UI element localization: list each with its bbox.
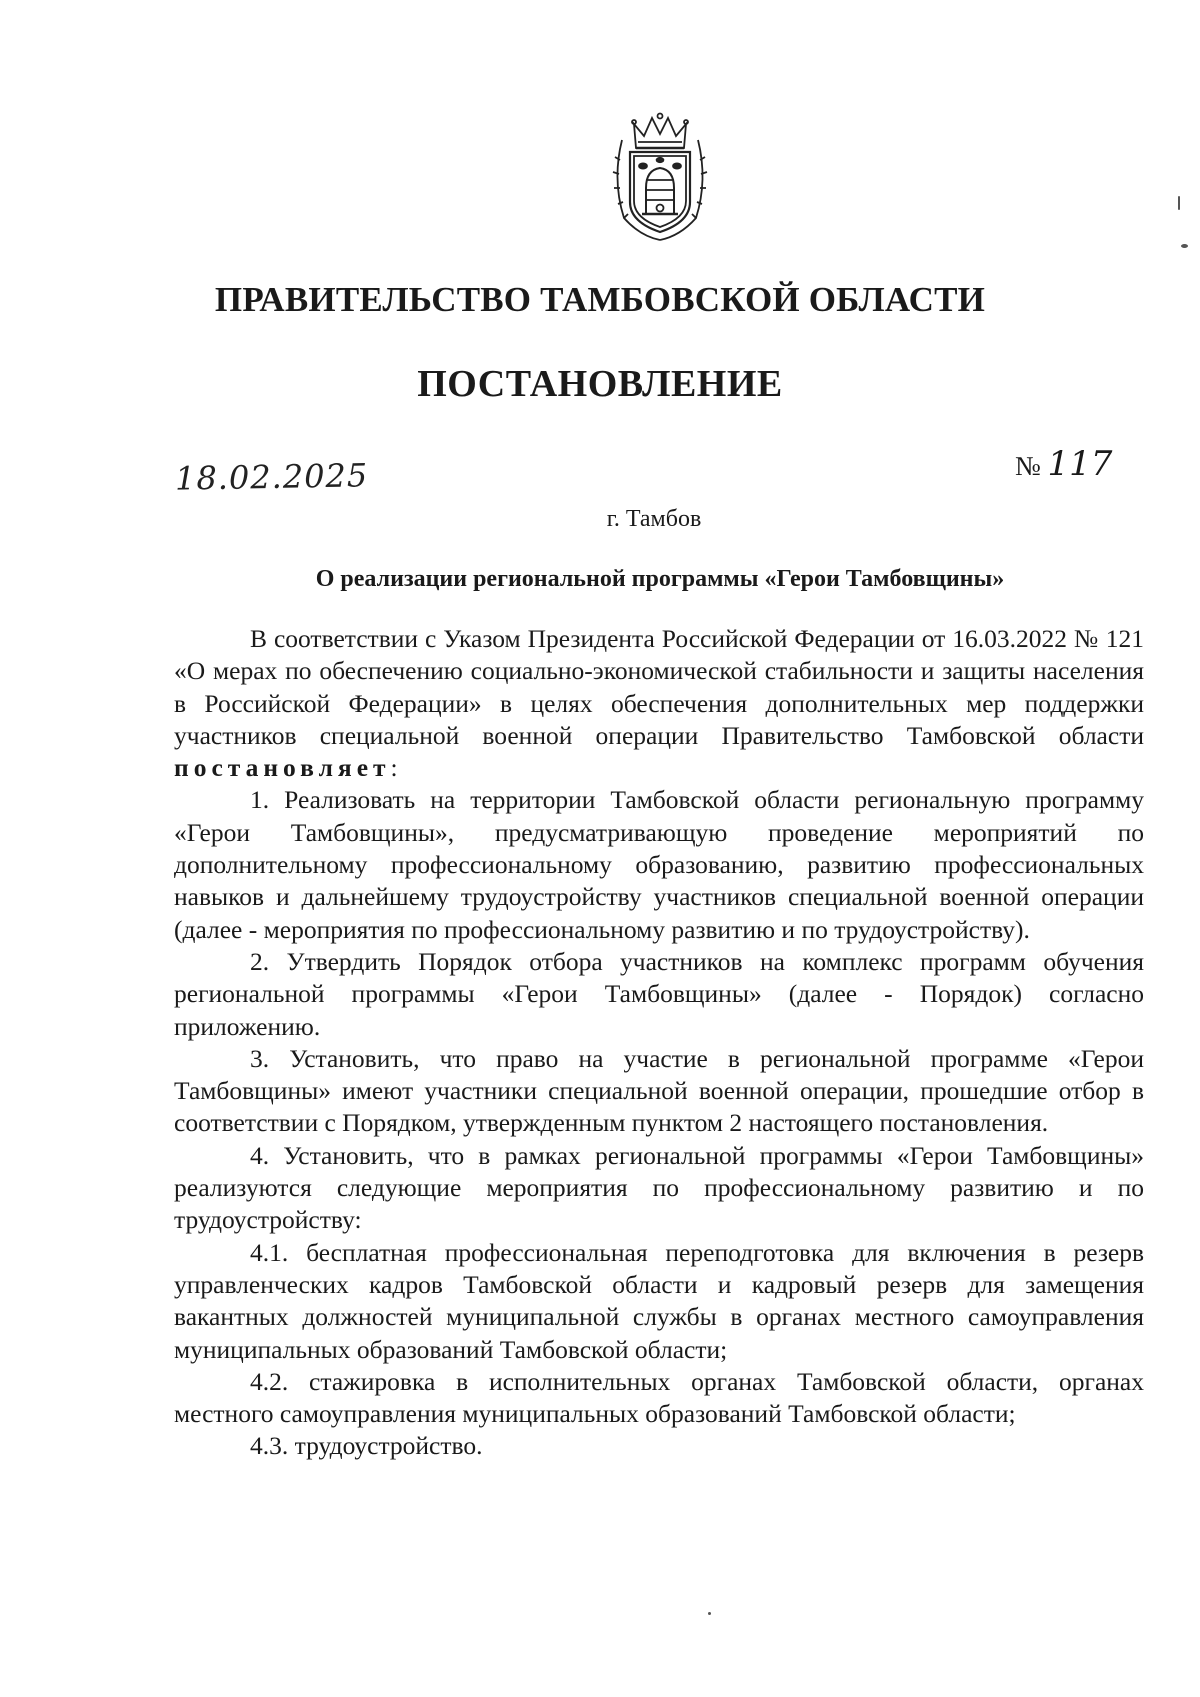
document-type-title: ПОСТАНОВЛЕНИЕ [417,363,783,405]
paragraph-4-1: 4.1. бесплатная профессиональная переподготовка для включения в резерв управленческих кадров Тамбовской области и кадровый резерв для замещения вакантных должностей муниципальной службы в органах местного самоуправления муниципальных образований Тамбовской области; [174,1237,1144,1364]
city-line: г. Тамбов [606,506,702,532]
paragraph-4-3: 4.3. трудоустройство. [250,1431,483,1461]
organization-title: ПРАВИТЕЛЬСТВО ТАМБОВСКОЙ ОБЛАСТИ [214,280,986,319]
paragraph-2: 2. Утвердить Порядок отбора участников на комплекс программ обучения региональной программы «Герои Тамбовщины» (далее - Порядок) согласно приложению. [174,946,1144,1041]
document-number [1015,444,1112,484]
number-label: № [1015,451,1041,481]
scan-speck [1178,196,1180,210]
document-date: 18.02.2025 [174,456,369,498]
paragraph-4: 4. Установить, что в рамках региональной программы «Герои Тамбовщины» реализуются следующие мероприятия по профессиональному развитию и по трудоустройству: [174,1140,1144,1235]
scan-speck [708,1612,711,1615]
paragraph-1: 1. Реализовать на территории Тамбовской области региональную программу «Герои Тамбовщины», предусматривающую проведение мероприятий по дополнительному профессиональному образованию, развитию профессиональных навыков и дальнейшему трудоустройству участников специальной военной операции (далее - мероприятия по профессиональному развитию и по трудоустройству). [174,785,1144,944]
number-value: 117 [1047,444,1113,484]
paragraph-4-2: 4.2. стажировка в исполнительных органах Тамбовской области, органах местного самоуправления муниципальных образований Тамбовской области; [174,1366,1144,1429]
paragraph-3: 3. Установить, что право на участие в региональной программе «Герои Тамбовщины» имеют участники специальной военной операции, прошедшие отбор в соответствии с Порядком, утвержденным пунктом 2 настоящего постановления. [174,1043,1144,1138]
preamble-text: В соответствии с Указом Президента Российской Федерации от 16.03.2022 № 121 «О мерах по обеспечению социально-экономической стабильности и защиты населения в Российской Федерации» в целях обеспечения дополнительных мер поддержки участников специальной военной операции Правительство Тамбовской области [174,624,1144,750]
preamble-paragraph [174,623,1144,784]
scan-speck [1181,244,1188,248]
preamble-keyword: постановляет [174,753,391,783]
tambov-coat-of-arms-icon [610,110,710,242]
document-subject: О реализации региональной программы «Герои Тамбовщины» [315,566,1005,592]
preamble-colon: : [390,753,398,783]
document-body [174,623,1144,1463]
